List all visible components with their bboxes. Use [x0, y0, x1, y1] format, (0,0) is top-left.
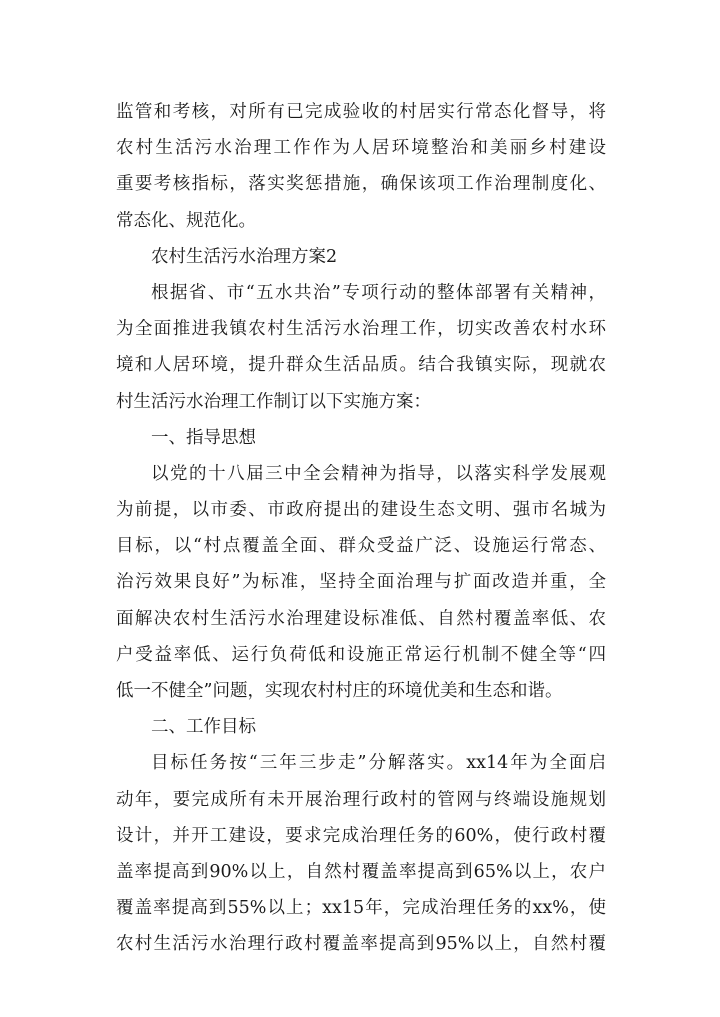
text-line: 目标，以“村点覆盖全面、群众受益广泛、设施运行常态、: [116, 536, 606, 557]
text-line: 为全面推进我镇农村生活污水治理工作，切实改善农村水环: [116, 319, 606, 340]
text-line: 户受益率低、运行负荷低和设施正常运行机制不健全等“四: [116, 644, 606, 665]
text-line: 目标任务按“三年三步走”分解落实。xx14年为全面启: [151, 753, 606, 774]
text-line: 为前提，以市委、市政府提出的建设生态文明、强市名城为: [116, 500, 606, 521]
section-title: 农村生活污水治理方案2: [151, 246, 338, 267]
text-line: 境和人居环境，提升群众生活品质。结合我镇实际，现就农: [116, 355, 606, 376]
text-line: 根据省、市“五水共治”专项行动的整体部署有关精神，: [151, 282, 606, 303]
text-line: 农村生活污水治理工作作为人居环境整治和美丽乡村建设: [116, 138, 606, 159]
text-line: 以党的十八届三中全会精神为指导，以落实科学发展观: [151, 463, 606, 484]
text-line: 盖率提高到90%以上，自然村覆盖率提高到65%以上，农户: [116, 861, 606, 882]
text-line: 低一不健全”问题，实现农村村庄的环境优美和生态和谐。: [116, 681, 563, 701]
text-line: 治污效果良好”为标准，坚持全面治理与扩面改造并重，全: [116, 572, 606, 593]
section-heading: 二、工作目标: [151, 717, 256, 738]
text-line: 面解决农村生活污水治理建设标准低、自然村覆盖率低、农: [116, 608, 606, 629]
text-line: 村生活污水治理工作制订以下实施方案：: [116, 391, 431, 412]
text-line: 农村生活污水治理行政村覆盖率提高到95%以上，自然村覆: [116, 934, 606, 955]
section-heading: 一、指导思想: [151, 427, 256, 448]
text-line: 重要考核指标，落实奖惩措施，确保该项工作治理制度化、: [116, 174, 606, 195]
text-line: 动年，要完成所有未开展治理行政村的管网与终端设施规划: [116, 789, 606, 810]
document-body: [116, 94, 606, 963]
text-line: 覆盖率提高到55%以上；xx15年，完成治理任务的xx%，使: [116, 898, 606, 919]
text-line: 常态化、规范化。: [116, 210, 256, 231]
text-line: 设计，并开工建设，要求完成治理任务的60%，使行政村覆: [116, 825, 606, 846]
text-line: 监管和考核，对所有已完成验收的村居实行常态化督导，将: [116, 102, 606, 122]
